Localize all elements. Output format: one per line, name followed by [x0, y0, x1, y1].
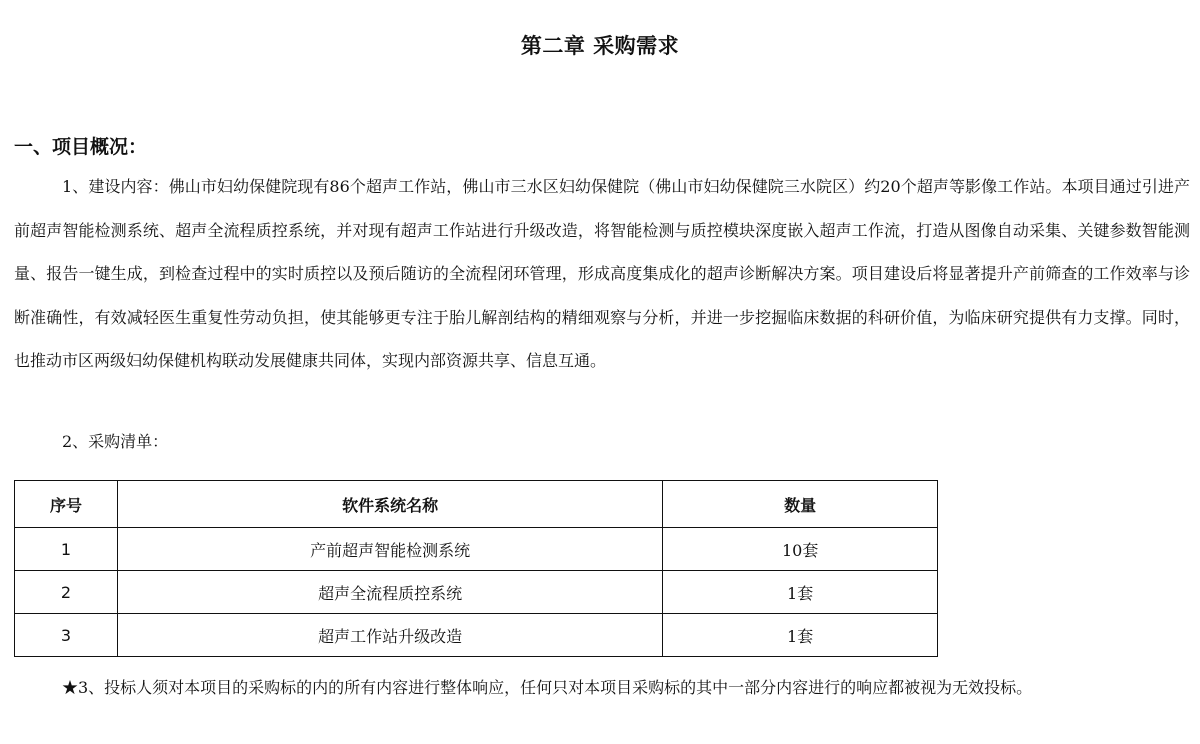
quantity-cell: 10套	[663, 528, 938, 571]
header-serial-number: 序号	[15, 481, 118, 528]
serial-cell: 1	[15, 528, 118, 571]
software-name-cell: 产前超声智能检测系统	[117, 528, 662, 571]
table-row	[15, 528, 938, 571]
section-heading: 一、项目概况：	[14, 136, 148, 158]
software-name-cell: 超声工作站升级改造	[117, 614, 662, 657]
software-name-cell: 超声全流程质控系统	[117, 571, 662, 614]
table-row	[15, 614, 938, 657]
table-header-row	[15, 481, 938, 528]
bid-response-requirement-paragraph: ★3、投标人须对本项目的采购标的内的所有内容进行整体响应，任何只对本项目采购标的其中一部分内容进行的响应都被视为无效投标。	[62, 678, 1033, 697]
construction-content-paragraph: 1、建设内容：佛山市妇幼保健院现有86个超声工作站，佛山市三水区妇幼保健院（佛山市妇幼保健院三水院区）约20个超声等影像工作站。本项目通过引进产前超声智能检测系统、超声全流程质控系统，并对现有超声工作站进行升级改造，将智能检测与质控模块深度嵌入超声工作流，打造从图像自动采集、关键参数智能测量、报告一键生成，到检查过程中的实时质控以及预后随访的全流程闭环管理，形成高度集成化的超声诊断解决方案。项目建设后将显著提升产前筛查的工作效率与诊断准确性，有效减轻医生重复性劳动负担，使其能够更专注于胎儿解剖结构的精细观察与分析，并进一步挖掘临床数据的科研价值，为临床研究提供有力支撑。同时，也推动市区两级妇幼保健机构联动发展健康共同体，实现内部资源共享、信息互通。	[14, 177, 1190, 370]
table-row	[15, 571, 938, 614]
quantity-cell: 1套	[663, 614, 938, 657]
procurement-table	[14, 480, 938, 657]
serial-cell: 3	[15, 614, 118, 657]
chapter-title: 第二章 采购需求	[520, 33, 680, 58]
procurement-list-label: 2、采购清单：	[62, 432, 169, 451]
header-quantity: 数量	[663, 481, 938, 528]
quantity-cell: 1套	[663, 571, 938, 614]
header-software-name: 软件系统名称	[117, 481, 662, 528]
serial-cell: 2	[15, 571, 118, 614]
